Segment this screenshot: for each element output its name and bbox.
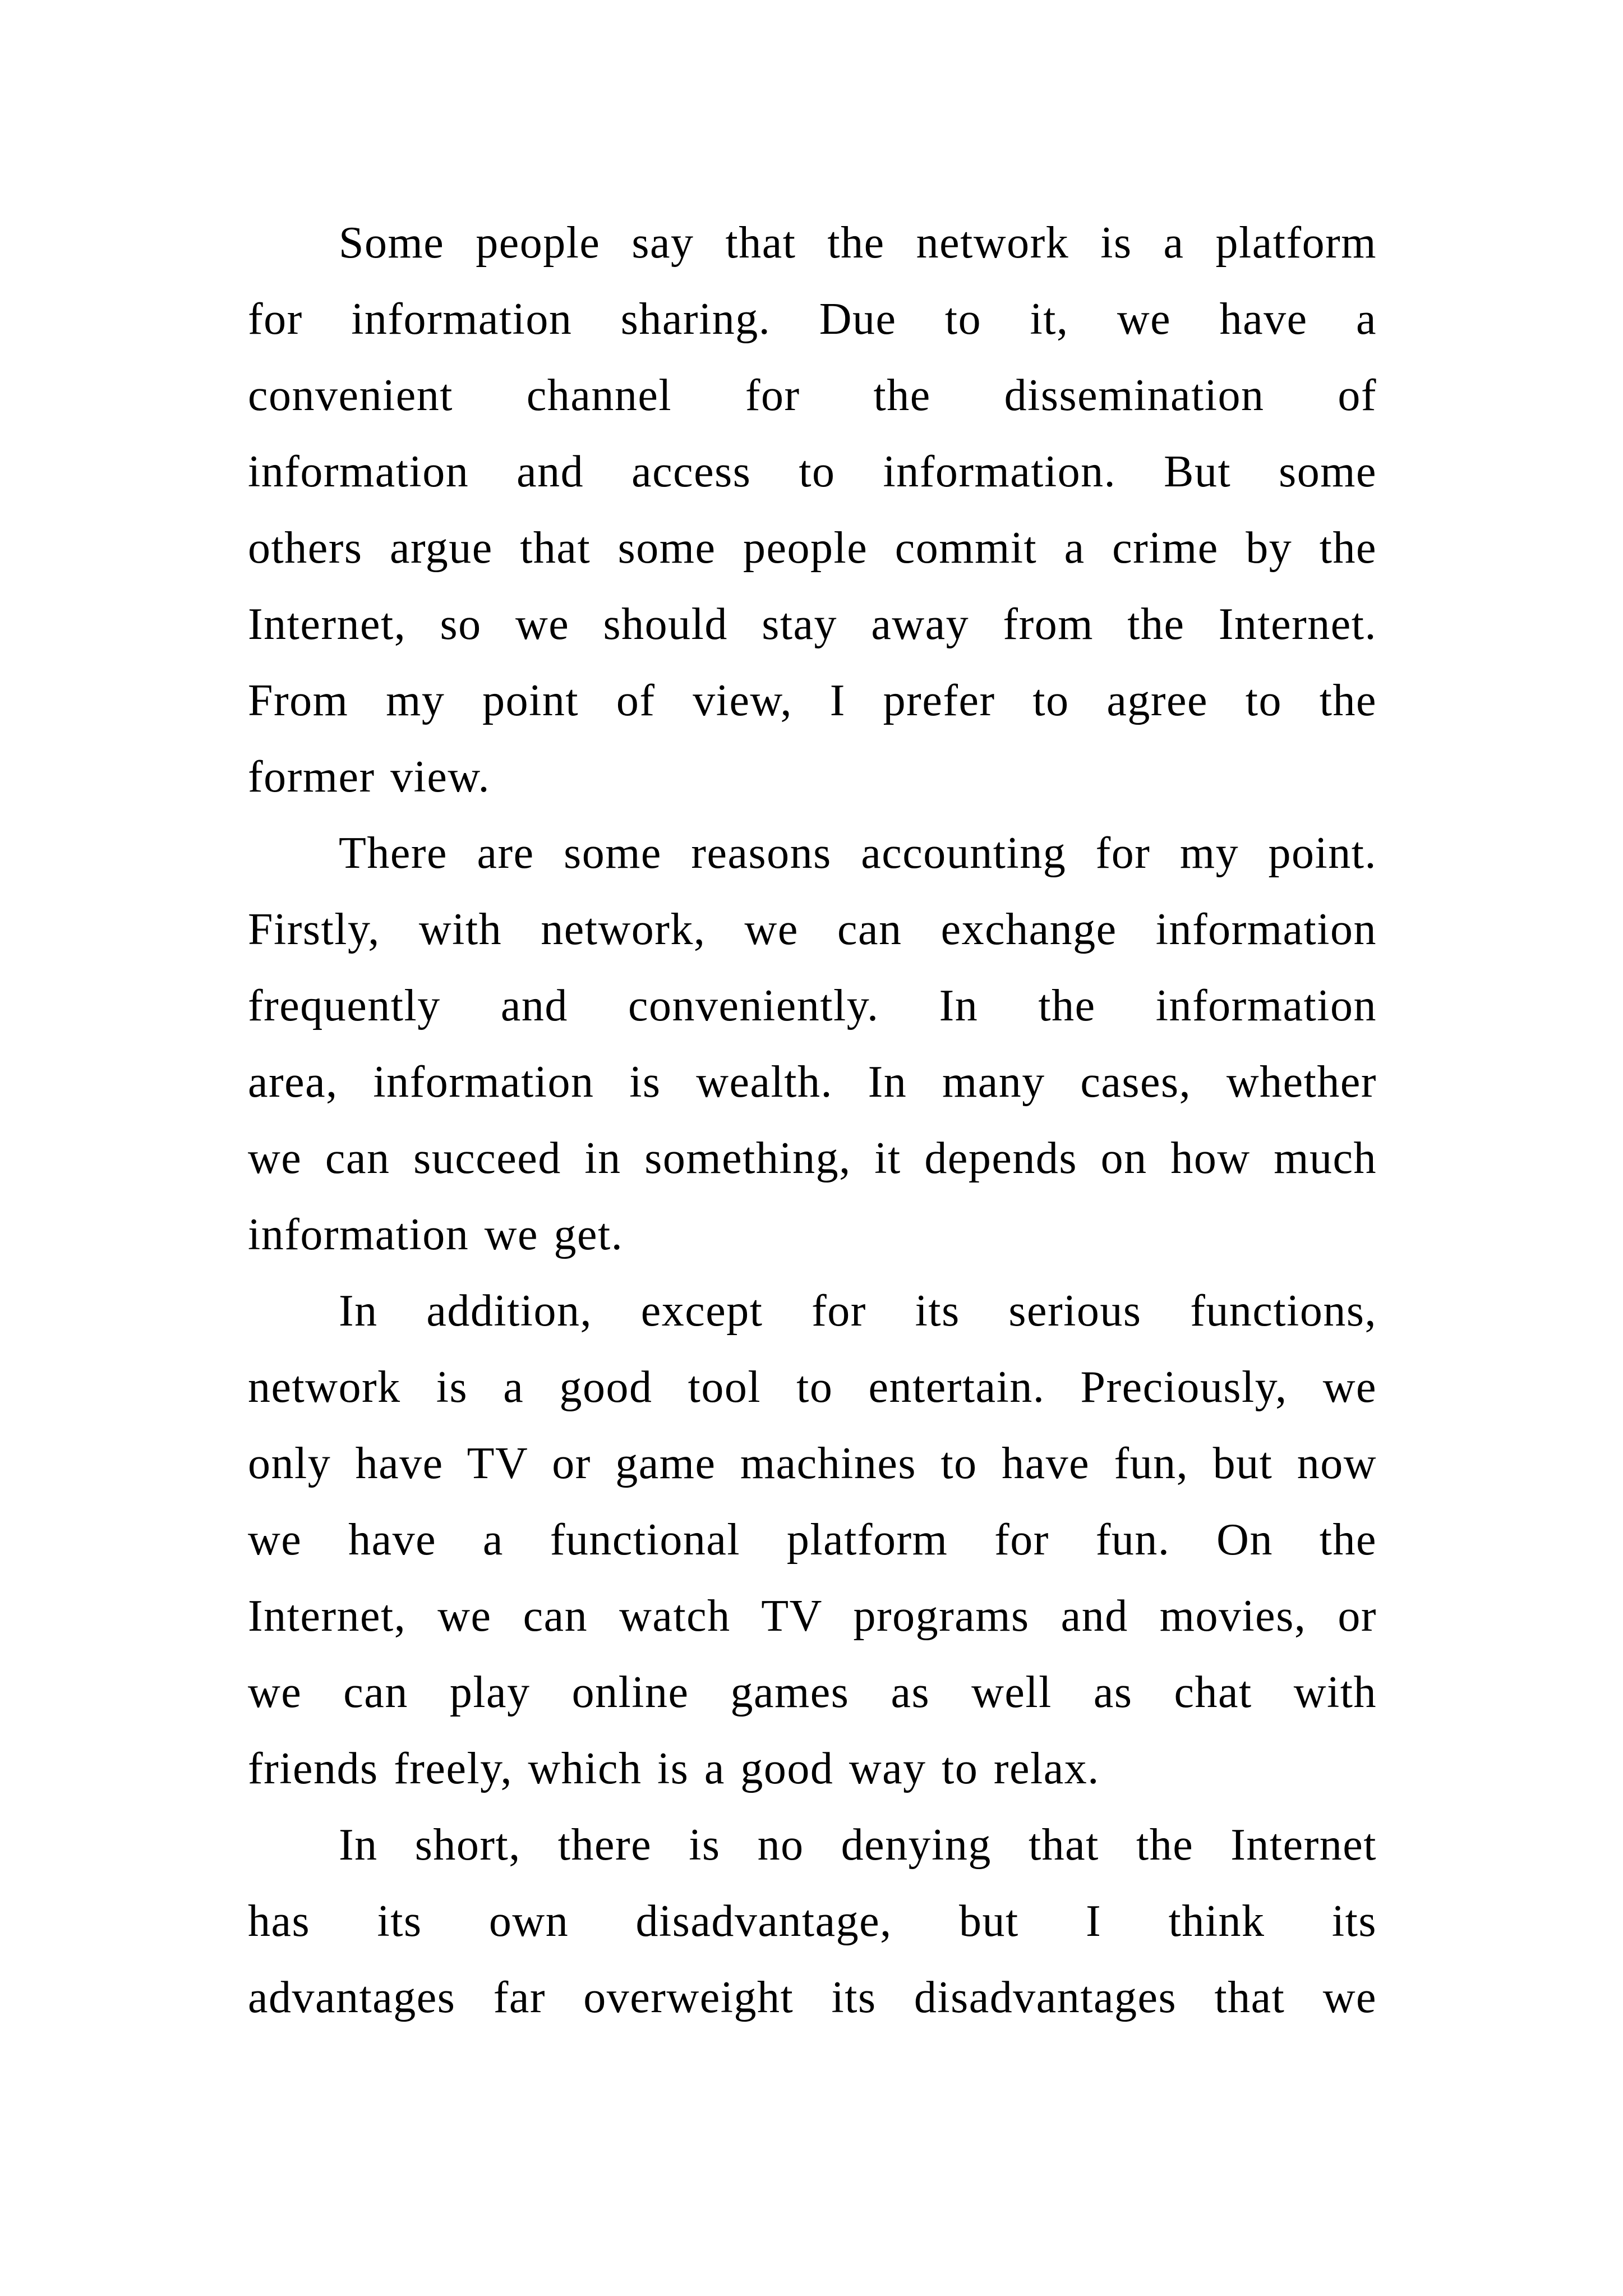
text-line: Firstly, with network, we can exchange information xyxy=(248,905,1377,954)
text-line: we have a functional platform for fun. On the xyxy=(248,1515,1377,1565)
text-line: we can succeed in something, it depends on how much xyxy=(248,1134,1377,1183)
text-line: for information sharing. Due to it, we have a xyxy=(248,295,1377,344)
text-line: advantages far overweight its disadvantages that we xyxy=(248,1973,1377,2022)
text-line: frequently and conveniently. In the information xyxy=(248,981,1377,1030)
text-line: we can play online games as well as chat with xyxy=(248,1668,1377,1717)
text-line: Internet, we can watch TV programs and movies, or xyxy=(248,1591,1377,1641)
paragraph-3 xyxy=(248,1273,1377,1807)
text-line: Internet, so we should stay away from the Internet. xyxy=(248,600,1377,649)
text-line: others argue that some people commit a crime by the xyxy=(248,523,1377,573)
paragraph-1 xyxy=(248,205,1377,815)
text-line: There are some reasons accounting for my point. xyxy=(339,829,1377,878)
text-line: information we get. xyxy=(248,1210,624,1259)
text-line: In short, there is no denying that the Internet xyxy=(339,1820,1377,1870)
text-line: area, information is wealth. In many cases, whether xyxy=(248,1057,1377,1107)
text-line: In addition, except for its serious functions, xyxy=(339,1286,1377,1336)
paragraph-2 xyxy=(248,815,1377,1273)
paragraph-4 xyxy=(248,1807,1377,2036)
text-line: From my point of view, I prefer to agree to the xyxy=(248,676,1377,725)
text-line: has its own disadvantage, but I think its xyxy=(248,1897,1377,1946)
text-line: friends freely, which is a good way to relax. xyxy=(248,1744,1100,1793)
text-line: former view. xyxy=(248,752,490,802)
text-line: network is a good tool to entertain. Preciously, we xyxy=(248,1363,1377,1412)
text-line: Some people say that the network is a platform xyxy=(339,218,1377,268)
text-line: only have TV or game machines to have fun, but now xyxy=(248,1439,1377,1488)
text-line: convenient channel for the dissemination of xyxy=(248,371,1377,420)
text-line: information and access to information. But some xyxy=(248,447,1377,496)
essay-body xyxy=(248,205,1377,2036)
